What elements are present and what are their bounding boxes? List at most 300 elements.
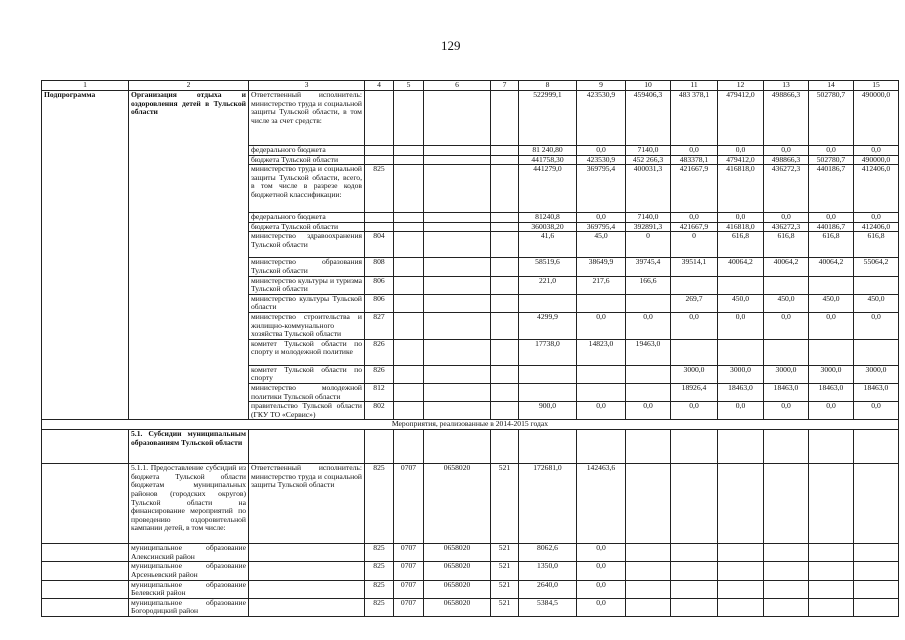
section-code-cell: 0707	[394, 562, 424, 580]
empty-cell	[491, 155, 519, 165]
empty-cell	[626, 598, 671, 616]
amount-cell: 19463,0	[626, 339, 671, 365]
measure-description: 5.1.1. Предоставление субсидий из бюджета Тульской области бюджетам муниципальных районов (городских округов) Тульской области на финансирование мероприятий по проведению оздоровительной кампании детей, в том числе:	[129, 464, 249, 544]
amount-cell: 40064,2	[764, 258, 809, 276]
amount-cell: 0,0	[809, 213, 854, 223]
empty-cell	[42, 580, 129, 598]
executor-cell: министерство культуры Тульской области	[249, 294, 365, 312]
district-name: муниципальное образование Алексинский район	[129, 544, 249, 562]
column-header-4: 4	[365, 81, 394, 91]
empty-cell	[577, 430, 626, 464]
expense-code-cell: 521	[491, 464, 519, 544]
executor-cell: министерство молодежной политики Тульской области	[249, 383, 365, 401]
column-header-2: 2	[129, 81, 249, 91]
empty-cell	[764, 580, 809, 598]
amount-cell: 0	[626, 232, 671, 258]
amount-cell	[854, 276, 899, 294]
amount-cell: 0,0	[671, 213, 718, 223]
empty-cell	[424, 339, 491, 365]
amount-cell: 4299,9	[519, 312, 577, 339]
section-code-cell: 0707	[394, 544, 424, 562]
column-header-9: 9	[577, 81, 626, 91]
amount-cell: 616,8	[854, 232, 899, 258]
amount-cell: 421667,9	[671, 222, 718, 232]
subprogram-label: Подпрограмма	[42, 91, 129, 420]
empty-cell	[249, 598, 365, 616]
section-code-cell: 0707	[394, 464, 424, 544]
executor-cell: министерство труда и социальной защиты Тульской области, всего, в том числе в разрезе кодов бюджетной классификации:	[249, 165, 365, 213]
amount-cell: 17738,0	[519, 339, 577, 365]
empty-cell	[394, 165, 424, 213]
empty-cell	[491, 339, 519, 365]
district-row	[42, 580, 899, 598]
empty-cell	[491, 294, 519, 312]
amount-cell: 3000,0	[671, 365, 718, 383]
empty-cell	[764, 464, 809, 544]
amount-cell: 459406,3	[626, 91, 671, 146]
executor-cell: министерство здравоохранения Тульской области	[249, 232, 365, 258]
empty-cell	[764, 598, 809, 616]
amount-cell: 3000,0	[718, 365, 764, 383]
empty-cell	[424, 365, 491, 383]
target-code-cell: 0658020	[424, 562, 491, 580]
amount-cell: 440186,7	[809, 222, 854, 232]
code-cell: 825	[365, 598, 394, 616]
amount-cell: 0,0	[854, 213, 899, 223]
empty-cell	[718, 430, 764, 464]
amount-cell: 0,0	[626, 312, 671, 339]
amount-cell: 0,0	[764, 213, 809, 223]
column-header-1: 1	[42, 81, 129, 91]
amount-cell: 18463,0	[764, 383, 809, 401]
empty-cell	[854, 430, 899, 464]
code-cell: 804	[365, 232, 394, 258]
amount-cell	[577, 383, 626, 401]
subprogram-name: Организация отдыха и оздоровления детей в Тульской области	[129, 91, 249, 420]
executor-cell: федерального бюджета	[249, 213, 365, 223]
amount-cell	[626, 294, 671, 312]
amount-cell	[764, 276, 809, 294]
empty-cell	[491, 91, 519, 146]
amount-cell: 3000,0	[764, 365, 809, 383]
empty-cell	[249, 430, 365, 464]
amount-cell: 498866,3	[764, 155, 809, 165]
amount-cell: 0,0	[718, 402, 764, 420]
empty-cell	[809, 544, 854, 562]
amount-cell: 18463,0	[854, 383, 899, 401]
amount-cell: 616,8	[764, 232, 809, 258]
amount-cell: 369795,4	[577, 165, 626, 213]
amount-cell: 0,0	[809, 402, 854, 420]
amount-cell: 0,0	[718, 213, 764, 223]
empty-cell	[809, 464, 854, 544]
expense-code-cell: 521	[491, 598, 519, 616]
amount-cell: 39745,4	[626, 258, 671, 276]
empty-cell	[424, 402, 491, 420]
amount-cell: 58519,6	[519, 258, 577, 276]
empty-cell	[671, 562, 718, 580]
amount-cell	[577, 365, 626, 383]
amount-cell	[519, 383, 577, 401]
empty-cell	[671, 580, 718, 598]
empty-cell	[491, 258, 519, 276]
empty-cell	[626, 544, 671, 562]
code-cell: 802	[365, 402, 394, 420]
amount-cell	[626, 383, 671, 401]
amount-cell: 0,0	[718, 312, 764, 339]
amount-cell	[809, 339, 854, 365]
executor-cell: министерство культуры и туризма Тульской области	[249, 276, 365, 294]
empty-cell	[854, 580, 899, 598]
amount-cell: 41,6	[519, 232, 577, 258]
amount-cell: 0,0	[626, 402, 671, 420]
column-header-8: 8	[519, 81, 577, 91]
amount-cell: 450,0	[854, 294, 899, 312]
empty-cell	[424, 146, 491, 156]
amount-cell: 269,7	[671, 294, 718, 312]
empty-cell	[394, 213, 424, 223]
amount-cell: 0,0	[577, 146, 626, 156]
amount-cell: 479412,0	[718, 91, 764, 146]
empty-cell	[424, 155, 491, 165]
empty-cell	[809, 598, 854, 616]
district-name: муниципальное образование Арсеньевский район	[129, 562, 249, 580]
empty-cell	[626, 430, 671, 464]
amount-cell: 436272,3	[764, 165, 809, 213]
page-number: 129	[441, 38, 461, 53]
amount-cell: 522999,1	[519, 91, 577, 146]
column-header-10: 10	[626, 81, 671, 91]
district-name: муниципальное образование Белевский район	[129, 580, 249, 598]
empty-cell	[809, 562, 854, 580]
amount-cell: 490000,0	[854, 155, 899, 165]
executor-cell: Ответственный исполнитель: министерство труда и социальной защиты Тульской области, в том числе за счет средств:	[249, 91, 365, 146]
section-code-cell: 0707	[394, 580, 424, 598]
empty-cell	[491, 430, 519, 464]
amount-cell: 81240,8	[519, 213, 577, 223]
amount-cell: 502780,7	[809, 155, 854, 165]
amount-cell: 616,8	[718, 232, 764, 258]
code-cell	[365, 222, 394, 232]
empty-cell	[626, 464, 671, 544]
empty-cell	[394, 276, 424, 294]
empty-cell	[394, 365, 424, 383]
amount-cell: 40064,2	[718, 258, 764, 276]
executor-cell: правительство Тульской области (ГКУ ТО «Сервис»)	[249, 402, 365, 420]
amount-cell: 423530,9	[577, 91, 626, 146]
amount-cell: 452 266,3	[626, 155, 671, 165]
amount-cell: 450,0	[809, 294, 854, 312]
amount-cell: 0,0	[577, 562, 626, 580]
empty-cell	[394, 294, 424, 312]
amount-cell: 483378,1	[671, 155, 718, 165]
empty-cell	[249, 544, 365, 562]
empty-cell	[854, 544, 899, 562]
amount-cell: 400031,3	[626, 165, 671, 213]
expense-code-cell: 521	[491, 544, 519, 562]
empty-cell	[394, 155, 424, 165]
amount-cell: 416818,0	[718, 222, 764, 232]
empty-cell	[491, 402, 519, 420]
empty-cell	[671, 544, 718, 562]
amount-cell: 166,6	[626, 276, 671, 294]
empty-cell	[718, 544, 764, 562]
column-header-3: 3	[249, 81, 365, 91]
empty-cell	[809, 580, 854, 598]
amount-cell: 900,0	[519, 402, 577, 420]
amount-cell: 0,0	[577, 312, 626, 339]
code-cell: 825	[365, 562, 394, 580]
empty-cell	[394, 312, 424, 339]
empty-cell	[626, 580, 671, 598]
amount-cell: 412406,0	[854, 222, 899, 232]
executor-cell: бюджета Тульской области	[249, 222, 365, 232]
budget-table	[41, 80, 899, 617]
amount-cell: 0	[671, 232, 718, 258]
empty-cell	[764, 544, 809, 562]
amount-cell: 5384,5	[519, 598, 577, 616]
amount-cell	[718, 339, 764, 365]
code-cell: 827	[365, 312, 394, 339]
amount-cell: 39514,1	[671, 258, 718, 276]
amount-cell: 0,0	[671, 312, 718, 339]
empty-cell	[424, 294, 491, 312]
empty-cell	[491, 213, 519, 223]
amount-cell: 18463,0	[809, 383, 854, 401]
amount-cell: 0,0	[809, 312, 854, 339]
amount-cell: 0,0	[671, 146, 718, 156]
amount-cell: 172681,0	[519, 464, 577, 544]
empty-cell	[424, 258, 491, 276]
amount-cell: 2640,0	[519, 580, 577, 598]
empty-cell	[764, 430, 809, 464]
amount-cell: 45,0	[577, 232, 626, 258]
empty-cell	[671, 598, 718, 616]
empty-cell	[519, 430, 577, 464]
district-row	[42, 562, 899, 580]
amount-cell	[626, 365, 671, 383]
amount-cell: 490000,0	[854, 91, 899, 146]
target-code-cell: 0658020	[424, 580, 491, 598]
empty-cell	[671, 464, 718, 544]
executor-cell: федерального бюджета	[249, 146, 365, 156]
code-cell	[365, 91, 394, 146]
amount-cell: 450,0	[764, 294, 809, 312]
column-header-14: 14	[809, 81, 854, 91]
empty-cell	[764, 562, 809, 580]
empty-cell	[424, 430, 491, 464]
executor-cell: Ответственный исполнитель: министерство труда и социальной защиты Тульской области	[249, 464, 365, 544]
measure-row	[42, 464, 899, 544]
subprogram-row	[42, 91, 899, 146]
amount-cell: 369795,4	[577, 222, 626, 232]
amount-cell: 14823,0	[577, 339, 626, 365]
empty-cell	[424, 232, 491, 258]
empty-cell	[718, 464, 764, 544]
empty-cell	[42, 562, 129, 580]
executor-cell: комитет Тульской области по спорту	[249, 365, 365, 383]
expense-code-cell: 521	[491, 580, 519, 598]
section-banner: Мероприятия, реализованные в 2014-2015 годах	[42, 420, 899, 430]
amount-cell: 8062,6	[519, 544, 577, 562]
amount-cell: 7140,0	[626, 146, 671, 156]
amount-cell	[671, 339, 718, 365]
amount-cell	[577, 294, 626, 312]
code-cell: 825	[365, 580, 394, 598]
amount-cell: 498866,3	[764, 91, 809, 146]
amount-cell: 421667,9	[671, 165, 718, 213]
amount-cell	[764, 339, 809, 365]
amount-cell: 416818,0	[718, 165, 764, 213]
empty-cell	[394, 339, 424, 365]
amount-cell: 7140,0	[626, 213, 671, 223]
amount-cell: 441758,30	[519, 155, 577, 165]
empty-cell	[854, 598, 899, 616]
column-header-5: 5	[394, 81, 424, 91]
code-cell: 825	[365, 464, 394, 544]
amount-cell: 392891,3	[626, 222, 671, 232]
target-code-cell: 0658020	[424, 598, 491, 616]
amount-cell: 0,0	[577, 580, 626, 598]
empty-cell	[394, 258, 424, 276]
executor-cell: министерство образования Тульской области	[249, 258, 365, 276]
amount-cell: 0,0	[577, 544, 626, 562]
amount-cell: 440186,7	[809, 165, 854, 213]
empty-cell	[394, 232, 424, 258]
empty-cell	[394, 222, 424, 232]
target-code-cell: 0658020	[424, 544, 491, 562]
empty-cell	[424, 312, 491, 339]
amount-cell: 450,0	[718, 294, 764, 312]
column-header-11: 11	[671, 81, 718, 91]
empty-cell	[626, 562, 671, 580]
amount-cell	[718, 276, 764, 294]
empty-cell	[42, 464, 129, 544]
amount-cell: 0,0	[577, 213, 626, 223]
empty-cell	[394, 402, 424, 420]
empty-cell	[491, 222, 519, 232]
code-cell: 825	[365, 544, 394, 562]
executor-cell: комитет Тульской области по спорту и молодежной политике	[249, 339, 365, 365]
amount-cell: 18463,0	[718, 383, 764, 401]
amount-cell	[809, 276, 854, 294]
district-row	[42, 598, 899, 616]
empty-cell	[718, 562, 764, 580]
empty-cell	[491, 312, 519, 339]
column-header-6: 6	[424, 81, 491, 91]
empty-cell	[424, 165, 491, 213]
amount-cell: 1350,0	[519, 562, 577, 580]
amount-cell: 0,0	[764, 312, 809, 339]
empty-cell	[42, 598, 129, 616]
empty-cell	[424, 383, 491, 401]
amount-cell: 221,0	[519, 276, 577, 294]
amount-cell: 0,0	[764, 402, 809, 420]
empty-cell	[249, 580, 365, 598]
empty-cell	[249, 562, 365, 580]
empty-cell	[394, 383, 424, 401]
empty-cell	[491, 365, 519, 383]
code-cell	[365, 146, 394, 156]
column-header-13: 13	[764, 81, 809, 91]
section-title-row	[42, 430, 899, 464]
empty-cell	[809, 430, 854, 464]
empty-cell	[424, 222, 491, 232]
amount-cell: 441279,0	[519, 165, 577, 213]
expense-code-cell: 521	[491, 562, 519, 580]
empty-cell	[42, 544, 129, 562]
empty-cell	[424, 91, 491, 146]
amount-cell: 0,0	[671, 402, 718, 420]
amount-cell: 0,0	[854, 146, 899, 156]
amount-cell: 479412,0	[718, 155, 764, 165]
header-row	[42, 81, 899, 91]
empty-cell	[394, 146, 424, 156]
empty-cell	[424, 213, 491, 223]
amount-cell	[671, 276, 718, 294]
amount-cell: 436272,3	[764, 222, 809, 232]
empty-cell	[718, 580, 764, 598]
code-cell: 806	[365, 294, 394, 312]
amount-cell: 0,0	[577, 598, 626, 616]
amount-cell: 55064,2	[854, 258, 899, 276]
column-header-12: 12	[718, 81, 764, 91]
amount-cell: 18926,4	[671, 383, 718, 401]
empty-cell	[491, 276, 519, 294]
empty-cell	[854, 562, 899, 580]
executor-cell: бюджета Тульской области	[249, 155, 365, 165]
banner-row	[42, 420, 899, 430]
code-cell: 812	[365, 383, 394, 401]
amount-cell: 40064,2	[809, 258, 854, 276]
empty-cell	[424, 276, 491, 294]
section-code-cell: 0707	[394, 598, 424, 616]
empty-cell	[718, 598, 764, 616]
district-row	[42, 544, 899, 562]
empty-cell	[42, 430, 129, 464]
column-header-7: 7	[491, 81, 519, 91]
amount-cell: 423530,9	[577, 155, 626, 165]
district-name: муниципальное образование Богородицкий район	[129, 598, 249, 616]
amount-cell: 0,0	[577, 402, 626, 420]
amount-cell: 616,8	[809, 232, 854, 258]
amount-cell: 81 240,80	[519, 146, 577, 156]
empty-cell	[491, 383, 519, 401]
amount-cell: 38649,9	[577, 258, 626, 276]
code-cell: 826	[365, 365, 394, 383]
amount-cell: 0,0	[764, 146, 809, 156]
code-cell: 826	[365, 339, 394, 365]
amount-cell	[854, 339, 899, 365]
amount-cell: 483 378,1	[671, 91, 718, 146]
code-cell: 808	[365, 258, 394, 276]
amount-cell: 360038,20	[519, 222, 577, 232]
empty-cell	[491, 146, 519, 156]
amount-cell: 0,0	[809, 146, 854, 156]
amount-cell: 0,0	[854, 402, 899, 420]
amount-cell: 412406,0	[854, 165, 899, 213]
code-cell: 806	[365, 276, 394, 294]
amount-cell: 3000,0	[854, 365, 899, 383]
amount-cell	[519, 294, 577, 312]
empty-cell	[365, 430, 394, 464]
amount-cell: 142463,6	[577, 464, 626, 544]
amount-cell: 502780,7	[809, 91, 854, 146]
empty-cell	[491, 165, 519, 213]
empty-cell	[854, 464, 899, 544]
section-title: 5.1. Субсидии муниципальным образованиям Тульской области	[129, 430, 249, 464]
empty-cell	[671, 430, 718, 464]
